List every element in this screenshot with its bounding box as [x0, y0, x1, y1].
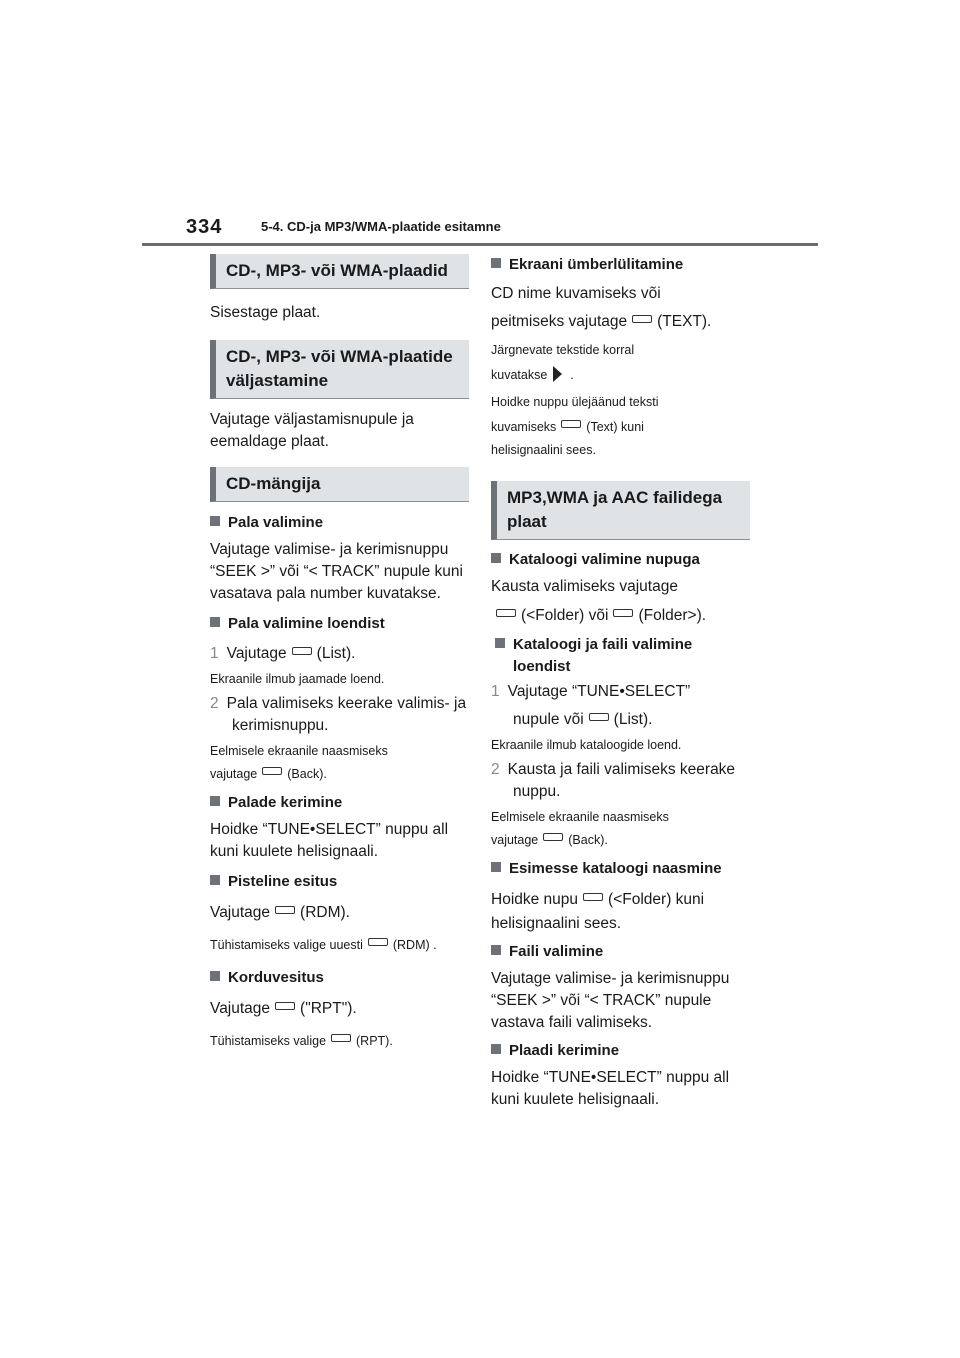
random-text: Vajutage (RDM).: [210, 904, 350, 921]
bullet-square-icon: [210, 875, 220, 885]
display-note-1: Järgnevate tekstide korral: [491, 343, 635, 357]
button-icon: [589, 713, 609, 721]
subheading-file-select: Faili valimine: [491, 941, 753, 963]
subheading-first-folder: Esimesse kataloogi naasmine: [491, 858, 753, 880]
button-icon: [331, 1034, 351, 1042]
bullet-square-icon: [210, 971, 220, 981]
folder-note-back-2: vajutage (Back).: [491, 833, 608, 847]
repeat-note: Tühistamiseks valige (RPT).: [210, 1034, 393, 1048]
heading-mp3-wma-aac: MP3,WMA ja AAC failidega plaat: [491, 481, 750, 540]
subheading-scan: Palade kerimine: [210, 792, 472, 814]
first-folder-line-2: helisignaalini sees.: [491, 915, 622, 932]
button-icon: [262, 767, 282, 775]
track-select-text: Vajutage valimise- ja kerimisnuppu “SEEK >” või “< TRACK” nupule kuni vasatava pala number kuvatakse.: [210, 541, 463, 602]
button-icon: [496, 609, 516, 617]
heading-eject: CD-, MP3- või WMA-plaatide väljastamine: [210, 340, 469, 399]
button-icon: [583, 893, 603, 901]
folder-note-list: Ekraanile ilmub kataloogide loend.: [491, 738, 682, 752]
button-icon: [632, 315, 652, 323]
button-icon: [561, 420, 581, 428]
button-icon: [368, 938, 388, 946]
subheading-track-select: Pala valimine: [210, 512, 472, 534]
insert-disc-text: Sisestage plaat.: [210, 304, 321, 321]
subheading-disc-scan: Plaadi kerimine: [491, 1040, 753, 1062]
button-icon: [275, 906, 295, 914]
subheading-track-from-list: Pala valimine loendist: [210, 613, 472, 635]
note-back-1: Eelmisele ekraanile naasmiseks: [210, 744, 388, 758]
bullet-square-icon: [210, 516, 220, 526]
folder-line-1: Kausta valimiseks vajutage: [491, 578, 678, 595]
button-icon: [543, 833, 563, 841]
first-folder-line-1: Hoidke nupu (<Folder) kuni: [491, 891, 705, 908]
left-column: [210, 254, 472, 1053]
random-note: Tühistamiseks valige uuesti (RDM) .: [210, 938, 437, 952]
subheading-random: Pisteline esitus: [210, 871, 472, 893]
display-note-4: kuvamiseks (Text) kuni: [491, 420, 644, 434]
bullet-square-icon: [210, 796, 220, 806]
display-note-2: kuvatakse .: [491, 368, 574, 382]
bullet-square-icon: [491, 258, 501, 268]
subheading-repeat: Korduvesitus: [210, 967, 472, 989]
section-title: 5-4. CD-ja MP3/WMA-plaatide esitamne: [261, 219, 501, 234]
folder-step-2: 2 Kausta ja faili valimiseks keerake nuppu.: [491, 761, 736, 800]
repeat-text: Vajutage ("RPT").: [210, 1000, 357, 1017]
subheading-display-switch: Ekraani ümberlülitamine: [491, 254, 753, 276]
right-column: [491, 254, 753, 1111]
bullet-square-icon: [491, 1044, 501, 1054]
header-rule: [142, 243, 818, 246]
bullet-square-icon: [491, 553, 501, 563]
subheading-folder-button: Kataloogi valimine nupuga: [491, 549, 753, 571]
bullet-square-icon: [495, 638, 505, 648]
folder-step-1: 1 Vajutage “TUNE•SELECT”: [491, 683, 691, 700]
bullet-square-icon: [491, 862, 501, 872]
note-station-list: Ekraanile ilmub jaamade loend.: [210, 672, 385, 686]
button-icon: [292, 647, 312, 655]
file-select-text: Vajutage valimise- ja kerimisnuppu “SEEK >” või “< TRACK” nupule vastava faili valimiseks.: [491, 970, 730, 1031]
disc-scan-text: Hoidke “TUNE•SELECT” nuppu all kuni kuulete helisignaali.: [491, 1069, 730, 1108]
folder-step-1b: nupule või (List).: [513, 711, 653, 728]
arrow-right-icon: [553, 366, 562, 382]
folder-line-2: (<Folder) või (Folder>).: [491, 605, 753, 627]
heading-cd-player: CD-mängija: [210, 467, 469, 502]
scan-text: Hoidke “TUNE•SELECT” nuppu all kuni kuulete helisignaali.: [210, 821, 449, 860]
display-line-1: CD nime kuvamiseks või: [491, 285, 661, 302]
note-back-2: vajutage (Back).: [210, 767, 327, 781]
page-number: 334: [186, 216, 223, 238]
bullet-square-icon: [491, 945, 501, 955]
button-icon: [613, 609, 633, 617]
button-icon: [275, 1002, 295, 1010]
display-note-3: Hoidke nuppu ülejäänud teksti: [491, 395, 659, 409]
eject-text: Vajutage väljastamisnupule ja eemaldage plaat.: [210, 411, 414, 450]
heading-cd-mp3-wma: CD-, MP3- või WMA-plaadid: [210, 254, 469, 289]
step-2: 2 Pala valimiseks keerake valimis- ja kerimisnuppu.: [210, 695, 467, 734]
subheading-folder-file-list: Kataloogi ja faili valimine loendist: [491, 634, 753, 678]
bullet-square-icon: [210, 617, 220, 627]
display-note-5: helisignaalini sees.: [491, 443, 596, 457]
folder-note-back-1: Eelmisele ekraanile naasmiseks: [491, 810, 669, 824]
step-1: 1 Vajutage (List).: [210, 645, 356, 662]
display-line-2: peitmiseks vajutage (TEXT).: [491, 313, 712, 330]
